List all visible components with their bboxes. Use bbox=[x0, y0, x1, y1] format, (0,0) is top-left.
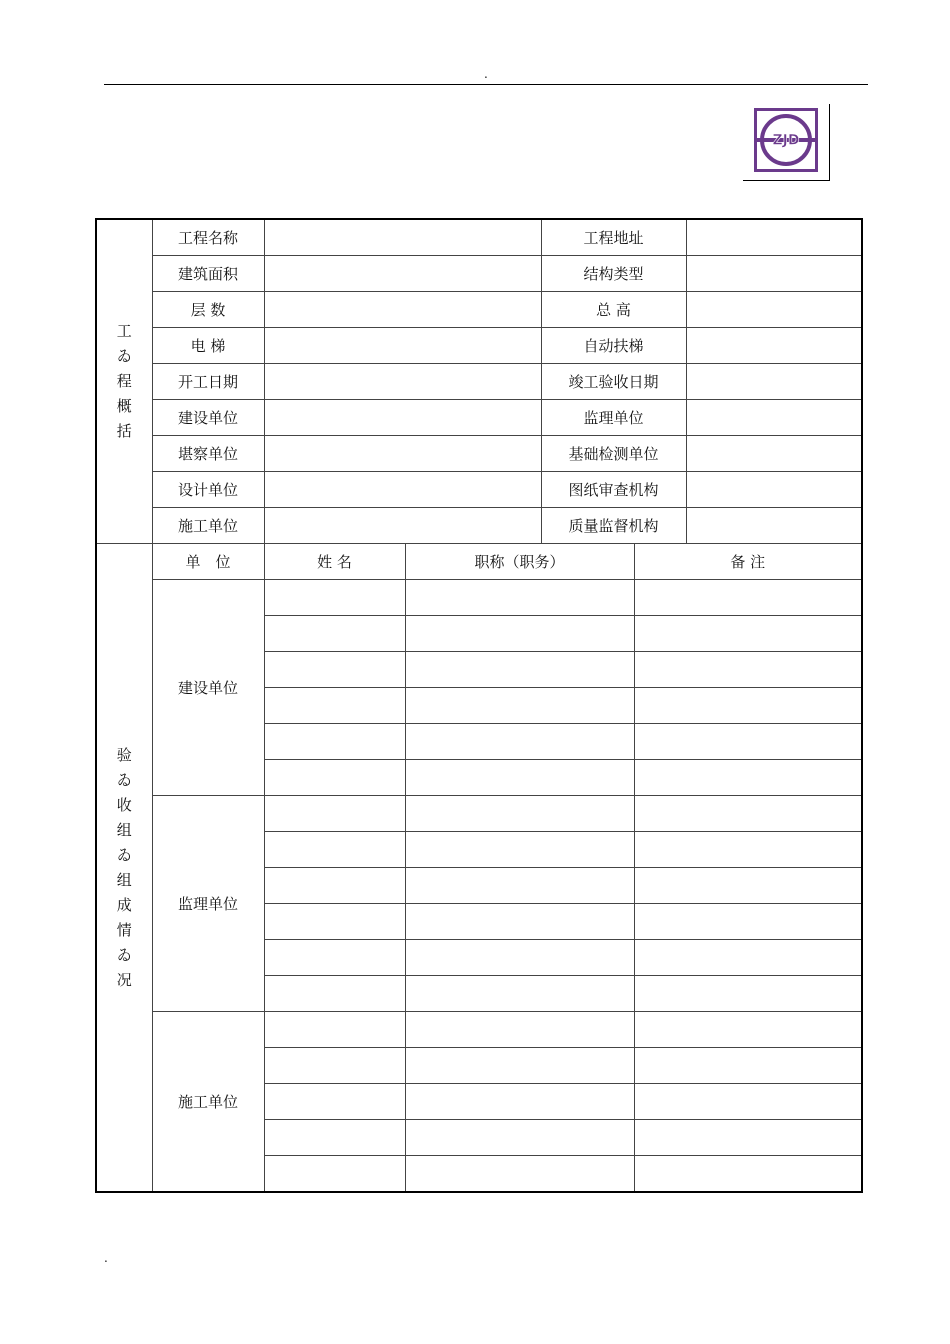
member-note-field[interactable] bbox=[634, 760, 862, 796]
overview-right-label: 工程地址 bbox=[541, 219, 686, 256]
member-title-field[interactable] bbox=[405, 760, 634, 796]
member-title-field[interactable] bbox=[405, 904, 634, 940]
overview-row bbox=[96, 364, 862, 400]
member-note-field[interactable] bbox=[634, 940, 862, 976]
member-name-field[interactable] bbox=[264, 796, 405, 832]
overview-left-label: 施工单位 bbox=[152, 508, 264, 544]
member-title-field[interactable] bbox=[405, 1048, 634, 1084]
member-note-field[interactable] bbox=[634, 580, 862, 616]
overview-row bbox=[96, 256, 862, 292]
overview-left-label: 电 梯 bbox=[152, 328, 264, 364]
team-group-unit-label: 建设单位 bbox=[152, 580, 264, 796]
member-title-field[interactable] bbox=[405, 1120, 634, 1156]
member-title-field[interactable] bbox=[405, 616, 634, 652]
member-note-field[interactable] bbox=[634, 868, 862, 904]
member-note-field[interactable] bbox=[634, 652, 862, 688]
member-note-field[interactable] bbox=[634, 1120, 862, 1156]
member-title-field[interactable] bbox=[405, 688, 634, 724]
overview-left-label: 开工日期 bbox=[152, 364, 264, 400]
team-header-row bbox=[96, 544, 862, 580]
team-group-unit-label: 施工单位 bbox=[152, 1012, 264, 1193]
member-name-field[interactable] bbox=[264, 904, 405, 940]
overview-left-value-field[interactable] bbox=[264, 508, 541, 544]
zjd-logo-icon bbox=[754, 108, 818, 172]
overview-right-label: 图纸审查机构 bbox=[541, 472, 686, 508]
member-title-field[interactable] bbox=[405, 1012, 634, 1048]
overview-right-value-field[interactable] bbox=[686, 400, 862, 436]
overview-right-value-field[interactable] bbox=[686, 292, 862, 328]
team-member-row bbox=[96, 580, 862, 616]
member-note-field[interactable] bbox=[634, 1012, 862, 1048]
overview-right-label: 质量监督机构 bbox=[541, 508, 686, 544]
overview-left-value-field[interactable] bbox=[264, 364, 541, 400]
member-note-field[interactable] bbox=[634, 1084, 862, 1120]
member-title-field[interactable] bbox=[405, 940, 634, 976]
column-header-name: 姓 名 bbox=[264, 544, 405, 580]
overview-left-label: 建设单位 bbox=[152, 400, 264, 436]
header-rule bbox=[104, 84, 868, 85]
overview-row bbox=[96, 328, 862, 364]
column-header-note: 备 注 bbox=[634, 544, 862, 580]
member-title-field[interactable] bbox=[405, 1084, 634, 1120]
overview-section-label: 工ゐ程概括 bbox=[116, 322, 132, 440]
overview-right-value-field[interactable] bbox=[686, 436, 862, 472]
member-name-field[interactable] bbox=[264, 652, 405, 688]
overview-left-label: 工程名称 bbox=[152, 219, 264, 256]
overview-right-label: 监理单位 bbox=[541, 400, 686, 436]
overview-section-label-cell bbox=[96, 219, 152, 544]
member-title-field[interactable] bbox=[405, 832, 634, 868]
member-name-field[interactable] bbox=[264, 1084, 405, 1120]
overview-right-label: 自动扶梯 bbox=[541, 328, 686, 364]
member-note-field[interactable] bbox=[634, 904, 862, 940]
overview-row bbox=[96, 508, 862, 544]
member-name-field[interactable] bbox=[264, 688, 405, 724]
member-name-field[interactable] bbox=[264, 868, 405, 904]
member-name-field[interactable] bbox=[264, 1120, 405, 1156]
overview-right-value-field[interactable] bbox=[686, 219, 862, 256]
footer-mark: . bbox=[104, 1251, 108, 1265]
svg-text:ZJD: ZJD bbox=[772, 132, 800, 149]
overview-left-label: 建筑面积 bbox=[152, 256, 264, 292]
member-title-field[interactable] bbox=[405, 976, 634, 1012]
company-logo bbox=[754, 108, 818, 172]
member-note-field[interactable] bbox=[634, 616, 862, 652]
member-note-field[interactable] bbox=[634, 832, 862, 868]
member-note-field[interactable] bbox=[634, 976, 862, 1012]
column-header-title: 职称（职务） bbox=[405, 544, 634, 580]
member-name-field[interactable] bbox=[264, 580, 405, 616]
overview-left-value-field[interactable] bbox=[264, 256, 541, 292]
overview-left-value-field[interactable] bbox=[264, 436, 541, 472]
overview-right-value-field[interactable] bbox=[686, 508, 862, 544]
overview-row bbox=[96, 436, 862, 472]
overview-left-value-field[interactable] bbox=[264, 219, 541, 256]
overview-right-label: 基础检测单位 bbox=[541, 436, 686, 472]
member-title-field[interactable] bbox=[405, 868, 634, 904]
member-name-field[interactable] bbox=[264, 1012, 405, 1048]
overview-right-label: 结构类型 bbox=[541, 256, 686, 292]
overview-right-value-field[interactable] bbox=[686, 328, 862, 364]
overview-right-value-field[interactable] bbox=[686, 256, 862, 292]
overview-row bbox=[96, 219, 862, 256]
member-title-field[interactable] bbox=[405, 580, 634, 616]
overview-left-label: 设计单位 bbox=[152, 472, 264, 508]
acceptance-form-table bbox=[95, 218, 863, 1193]
team-member-row bbox=[96, 796, 862, 832]
member-title-field[interactable] bbox=[405, 1156, 634, 1193]
header-mark: . bbox=[484, 67, 488, 81]
overview-row bbox=[96, 472, 862, 508]
overview-right-label: 总 高 bbox=[541, 292, 686, 328]
team-group-unit-label: 监理单位 bbox=[152, 796, 264, 1012]
overview-left-value-field[interactable] bbox=[264, 472, 541, 508]
member-name-field[interactable] bbox=[264, 976, 405, 1012]
overview-left-value-field[interactable] bbox=[264, 292, 541, 328]
member-note-field[interactable] bbox=[634, 724, 862, 760]
member-name-field[interactable] bbox=[264, 760, 405, 796]
member-note-field[interactable] bbox=[634, 1048, 862, 1084]
member-title-field[interactable] bbox=[405, 796, 634, 832]
member-title-field[interactable] bbox=[405, 652, 634, 688]
overview-row bbox=[96, 400, 862, 436]
member-name-field[interactable] bbox=[264, 940, 405, 976]
team-section-label: 验ゐ收组ゐ组成情ゐ况 bbox=[116, 745, 132, 989]
overview-left-label: 层 数 bbox=[152, 292, 264, 328]
team-member-row bbox=[96, 1012, 862, 1048]
overview-left-value-field[interactable] bbox=[264, 328, 541, 364]
member-title-field[interactable] bbox=[405, 724, 634, 760]
member-name-field[interactable] bbox=[264, 832, 405, 868]
member-name-field[interactable] bbox=[264, 616, 405, 652]
overview-right-value-field[interactable] bbox=[686, 364, 862, 400]
overview-right-label: 竣工验收日期 bbox=[541, 364, 686, 400]
member-note-field[interactable] bbox=[634, 796, 862, 832]
overview-row bbox=[96, 292, 862, 328]
member-name-field[interactable] bbox=[264, 1048, 405, 1084]
column-header-unit: 单 位 bbox=[152, 544, 264, 580]
member-name-field[interactable] bbox=[264, 1156, 405, 1193]
member-note-field[interactable] bbox=[634, 1156, 862, 1193]
overview-left-label: 堪察单位 bbox=[152, 436, 264, 472]
member-name-field[interactable] bbox=[264, 724, 405, 760]
overview-left-value-field[interactable] bbox=[264, 400, 541, 436]
member-note-field[interactable] bbox=[634, 688, 862, 724]
team-section-label-cell bbox=[96, 544, 152, 1193]
overview-right-value-field[interactable] bbox=[686, 472, 862, 508]
